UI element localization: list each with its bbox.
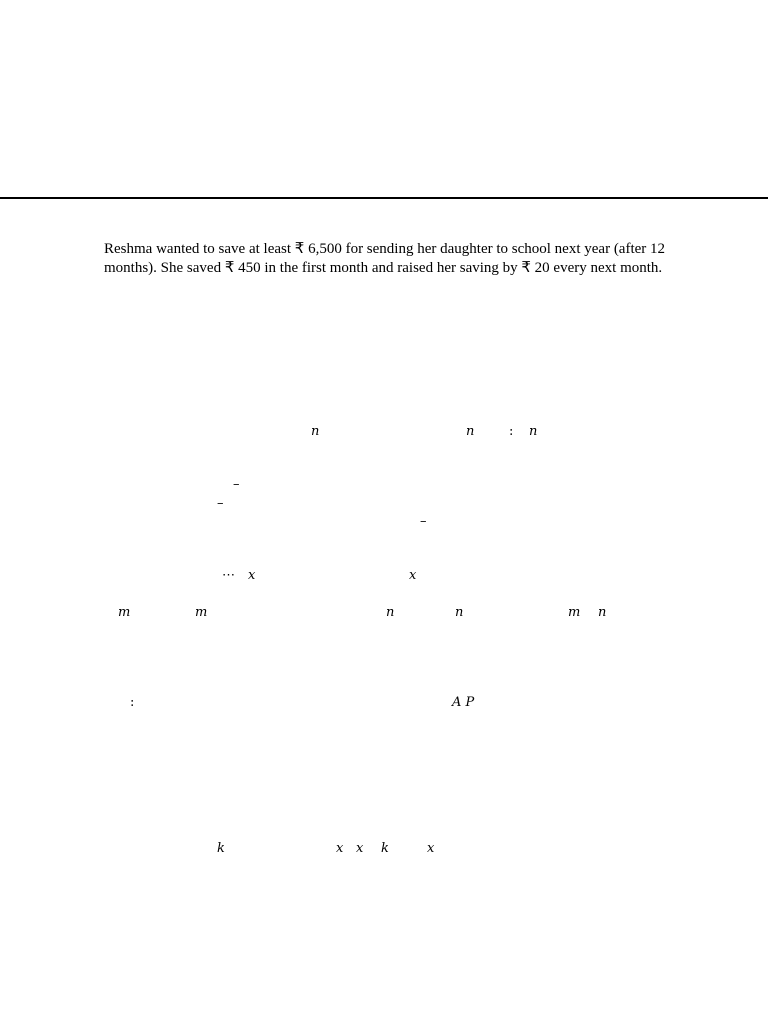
math-fragment-x: x [336, 841, 344, 856]
math-fragment-x: x [427, 841, 435, 856]
math-fragment-ellipsis: ⋯ [222, 568, 235, 583]
math-fragment-n: n [311, 424, 320, 439]
math-fragment-n: n [455, 605, 464, 620]
math-fragment-ap: A P [452, 695, 475, 710]
math-fragment-dash: – [233, 477, 240, 492]
math-fragment-m: m [568, 605, 581, 620]
problem-line-2: months). She saved ₹ 450 in the first month and raised her saving by ₹ 20 every next month. [104, 260, 663, 276]
math-fragment-m: m [195, 605, 208, 620]
math-fragment-x: x [248, 568, 256, 583]
math-fragment-colon: : [130, 695, 135, 710]
math-fragment-dash: – [420, 514, 427, 529]
problem-line-1: Reshma wanted to save at least ₹ 6,500 for sending her daughter to school next year (after 12 [104, 241, 666, 257]
math-fragment-m: m [118, 605, 131, 620]
math-fragment-n: n [529, 424, 538, 439]
math-fragment-n: n [466, 424, 475, 439]
math-fragment-k: k [217, 841, 225, 856]
math-fragment-k: k [381, 841, 389, 856]
horizontal-rule [0, 197, 768, 199]
problem-statement [104, 240, 704, 278]
math-fragment-n: n [598, 605, 607, 620]
math-fragment-x: x [356, 841, 364, 856]
math-fragment-colon: : [509, 424, 514, 439]
math-fragment-n: n [386, 605, 395, 620]
math-fragment-x: x [409, 568, 417, 583]
math-fragment-dash: – [217, 496, 224, 511]
